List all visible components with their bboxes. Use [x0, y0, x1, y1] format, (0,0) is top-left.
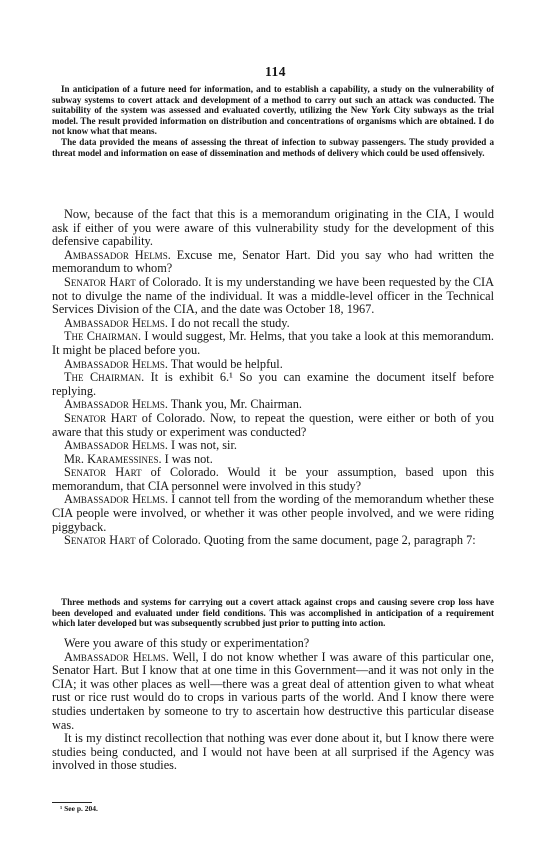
- speech-text: Thank you, Mr. Chairman.: [167, 397, 302, 412]
- speech-text: Well, I do not know whether I was aware of this particular one, Senator Hart. But I know that at one time in this Government—and it was not only in the CIA; it was other places as well—there was a great deal of attention given to what wheat rust or rice rust would do to crops in various parts of the world. And I know there were studies undertaken by someone to try to ascertain how destructive this particular disease was.: [52, 649, 494, 732]
- testimony-paragraph: [52, 276, 494, 317]
- testimony-paragraph: [52, 330, 494, 357]
- footnote-rule: [52, 802, 92, 803]
- speaker-name: The Chairman.: [64, 370, 145, 385]
- speaker-name: Ambassador Helms.: [64, 397, 168, 412]
- speaker-name: Ambassador Helms.: [64, 438, 168, 453]
- testimony-paragraph: [52, 453, 494, 467]
- testimony-paragraph: [52, 534, 494, 548]
- testimony-paragraph: [52, 439, 494, 453]
- speaker-name: Ambassador Helms.: [64, 356, 168, 371]
- testimony-paragraph: [52, 651, 494, 733]
- excerpt-paragraph: Three methods and systems for carrying out a covert attack against crops and causing severe crop loss have been developed and evaluated under field conditions. This was accomplished in anticipation of a requirement which later developed but was subsequently scrubbed just prior to putting into action.: [52, 597, 494, 629]
- testimony-paragraph: [52, 493, 494, 534]
- speech-text: I was not.: [161, 451, 213, 466]
- quoted-excerpt-subway: [52, 84, 494, 158]
- speaker-name: Mr. Karamessines.: [64, 451, 162, 466]
- page-number: 114: [264, 64, 286, 79]
- testimony-paragraph: [52, 317, 494, 331]
- speech-text: of Colorado. Now, to repeat the question, were either or both of you aware that this study or experiment was conducted?: [52, 410, 495, 439]
- speaker-name: The Chairman.: [64, 329, 142, 344]
- speech-text: I would suggest, Mr. Helms, that you take a look at this memorandum. It might be placed before you.: [52, 329, 494, 357]
- speaker-name: Ambassador Helms.: [64, 649, 169, 664]
- speech-text: Were you aware of this study or experimentation?: [64, 636, 310, 650]
- testimony-paragraph: [52, 208, 494, 249]
- testimony-paragraph: [52, 358, 494, 372]
- testimony-paragraph: [52, 732, 494, 773]
- testimony-paragraph: [52, 371, 494, 398]
- speech-text: That would be helpful.: [167, 356, 283, 371]
- speaker-name: Senator Hart: [64, 410, 138, 425]
- testimony-paragraph: [52, 398, 494, 412]
- speaker-name: Ambassador Helms.: [64, 492, 169, 507]
- speaker-name: Senator Hart: [64, 465, 142, 480]
- speech-text: I was not, sir.: [167, 438, 237, 453]
- testimony-paragraph: [52, 249, 494, 276]
- speaker-name: Ambassador Helms.: [64, 315, 168, 330]
- speaker-name: Ambassador Helms.: [64, 247, 171, 262]
- speech-text: Now, because of the fact that this is a memorandum originating in the CIA, I would ask if either of you were aware of this vulnerability study for the development of this defensive capability.: [52, 207, 494, 249]
- testimony-paragraph: [52, 637, 494, 651]
- speech-text: I cannot tell from the wording of the memorandum whether these CIA people were involved, or whether it was other people involved, and we were riding piggyback.: [52, 492, 494, 534]
- speech-text: of Colorado. Would it be your assumption, based upon this memorandum, that CIA personnel were involved in this study?: [52, 465, 494, 493]
- testimony-paragraph: [52, 412, 494, 439]
- speaker-name: Senator Hart: [64, 274, 136, 289]
- speech-text: of Colorado. Quoting from the same document, page 2, paragraph 7:: [135, 533, 476, 548]
- excerpt-paragraph: The data provided the means of assessing the threat of infection to subway passengers. The study provided a threat model and information on ease of dissemination and methods of delivery which could be used offensively.: [52, 136, 494, 158]
- quoted-excerpt-crops: [52, 597, 494, 629]
- speech-text: It is exhibit 6.¹ So you can examine the document itself before replying.: [52, 370, 494, 398]
- testimony-block-1: [52, 208, 494, 548]
- testimony-paragraph: [52, 466, 494, 493]
- footnote: ¹ See p. 204.: [60, 804, 98, 813]
- speaker-name: Senator Hart: [64, 533, 136, 548]
- excerpt-paragraph: In anticipation of a future need for information, and to establish a capability, a study on the vulnerability of subway systems to covert attack and development of a method to carry out such an attack was conducted. The suitability of the system was assessed and evaluated covertly, utilizing the New York City subways as the trial model. The result provided information on distribution and concentrations of organisms which are obtained. I do not know what that means.: [52, 84, 494, 137]
- testimony-block-2: [52, 637, 494, 773]
- speech-text: It is my distinct recollection that nothing was ever done about it, but I know there were studies being conducted, and I would not have been at all surprised if the Agency was involved in those studies.: [52, 731, 494, 773]
- speech-text: of Colorado. It is my understanding we have been requested by the CIA not to divulge the name of the individual. It was a middle-level officer in the Technical Services Division of the CIA, and the date was October 18, 1967.: [52, 274, 494, 317]
- speech-text: Excuse me, Senator Hart. Did you say who had written the memorandum to whom?: [52, 247, 494, 276]
- speech-text: I do not recall the study.: [167, 315, 290, 330]
